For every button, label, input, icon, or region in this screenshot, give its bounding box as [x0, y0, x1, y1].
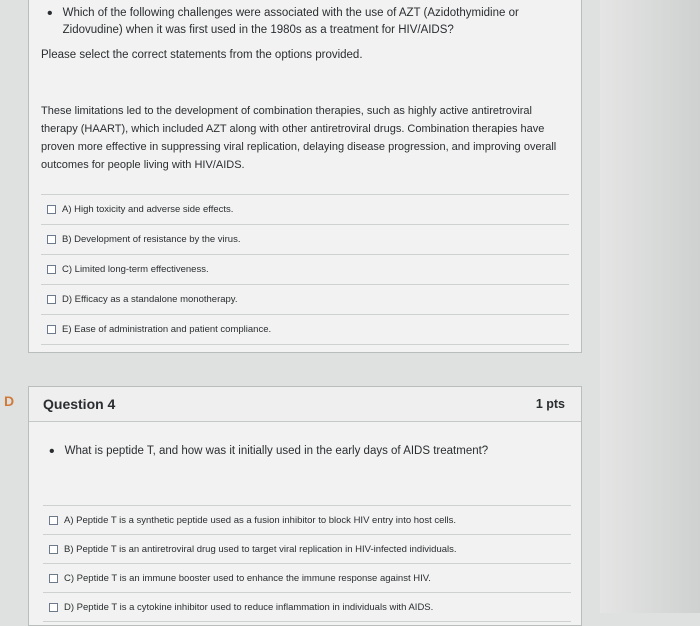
- question-4-header: [29, 387, 581, 422]
- checkbox[interactable]: [47, 295, 56, 304]
- checkbox[interactable]: [47, 265, 56, 274]
- question-4-panel: [28, 386, 582, 626]
- option-a[interactable]: [41, 194, 569, 224]
- question-4-title: Question 4: [43, 396, 116, 412]
- question-4-options: [43, 505, 571, 622]
- option-label: E) Ease of administration and patient compliance.: [62, 324, 272, 335]
- checkbox[interactable]: [47, 205, 56, 214]
- option-label: A) High toxicity and adverse side effects.: [62, 204, 234, 215]
- question-flag-icon[interactable]: D: [4, 393, 15, 409]
- option-d[interactable]: [43, 592, 571, 622]
- option-label: B) Development of resistance by the virus.: [62, 234, 241, 245]
- question-4-prompt: [49, 443, 569, 461]
- checkbox[interactable]: [47, 325, 56, 334]
- bullet-icon: •: [49, 443, 55, 460]
- option-label: B) Peptide T is an antiretroviral drug used to target viral replication in HIV-infected individuals.: [64, 543, 457, 555]
- background-shadow: [600, 0, 700, 613]
- question-4-points: 1 pts: [535, 397, 565, 411]
- option-d[interactable]: [41, 284, 569, 314]
- option-e[interactable]: [41, 314, 569, 345]
- question-3-prompt: [47, 5, 567, 39]
- option-label: D) Efficacy as a standalone monotherapy.: [62, 294, 238, 305]
- option-label: C) Limited long-term effectiveness.: [62, 264, 209, 275]
- checkbox[interactable]: [49, 603, 58, 612]
- question-3-text: Which of the following challenges were associated with the use of AZT (Azidothymidine or Zidovudine) when it was first used in the 1980s as a treatment for HIV/AIDS?: [62, 7, 519, 36]
- question-4-text: What is peptide T, and how was it initially used in the early days of AIDS treatment?: [64, 445, 489, 457]
- option-c[interactable]: [43, 563, 571, 592]
- option-a[interactable]: [43, 505, 571, 534]
- checkbox[interactable]: [49, 516, 58, 525]
- checkbox[interactable]: [49, 574, 58, 583]
- question-3-options: [41, 194, 569, 345]
- question-3-panel: [28, 0, 582, 353]
- bullet-icon: •: [47, 5, 53, 22]
- option-b[interactable]: [43, 534, 571, 563]
- explanation-paragraph: These limitations led to the development of combination therapies, such as highly active antiretroviral therapy (HAART), which included AZT along with other antiretroviral drugs. Combination therapies have proven more effective in suppressing viral replication, delaying disease progression, and improving overall outcomes for people living with HIV/AIDS.: [41, 105, 557, 171]
- checkbox[interactable]: [49, 545, 58, 554]
- option-label: A) Peptide T is a synthetic peptide used as a fusion inhibitor to block HIV entry into host cells.: [64, 514, 457, 526]
- instruction-text: Please select the correct statements from the options provided.: [41, 49, 363, 61]
- option-label: C) Peptide T is an immune booster used to enhance the immune response against HIV.: [64, 572, 431, 584]
- option-label: D) Peptide T is a cytokine inhibitor used to reduce inflammation in individuals with AIDS.: [64, 601, 434, 613]
- checkbox[interactable]: [47, 235, 56, 244]
- option-b[interactable]: [41, 224, 569, 254]
- option-c[interactable]: [41, 254, 569, 284]
